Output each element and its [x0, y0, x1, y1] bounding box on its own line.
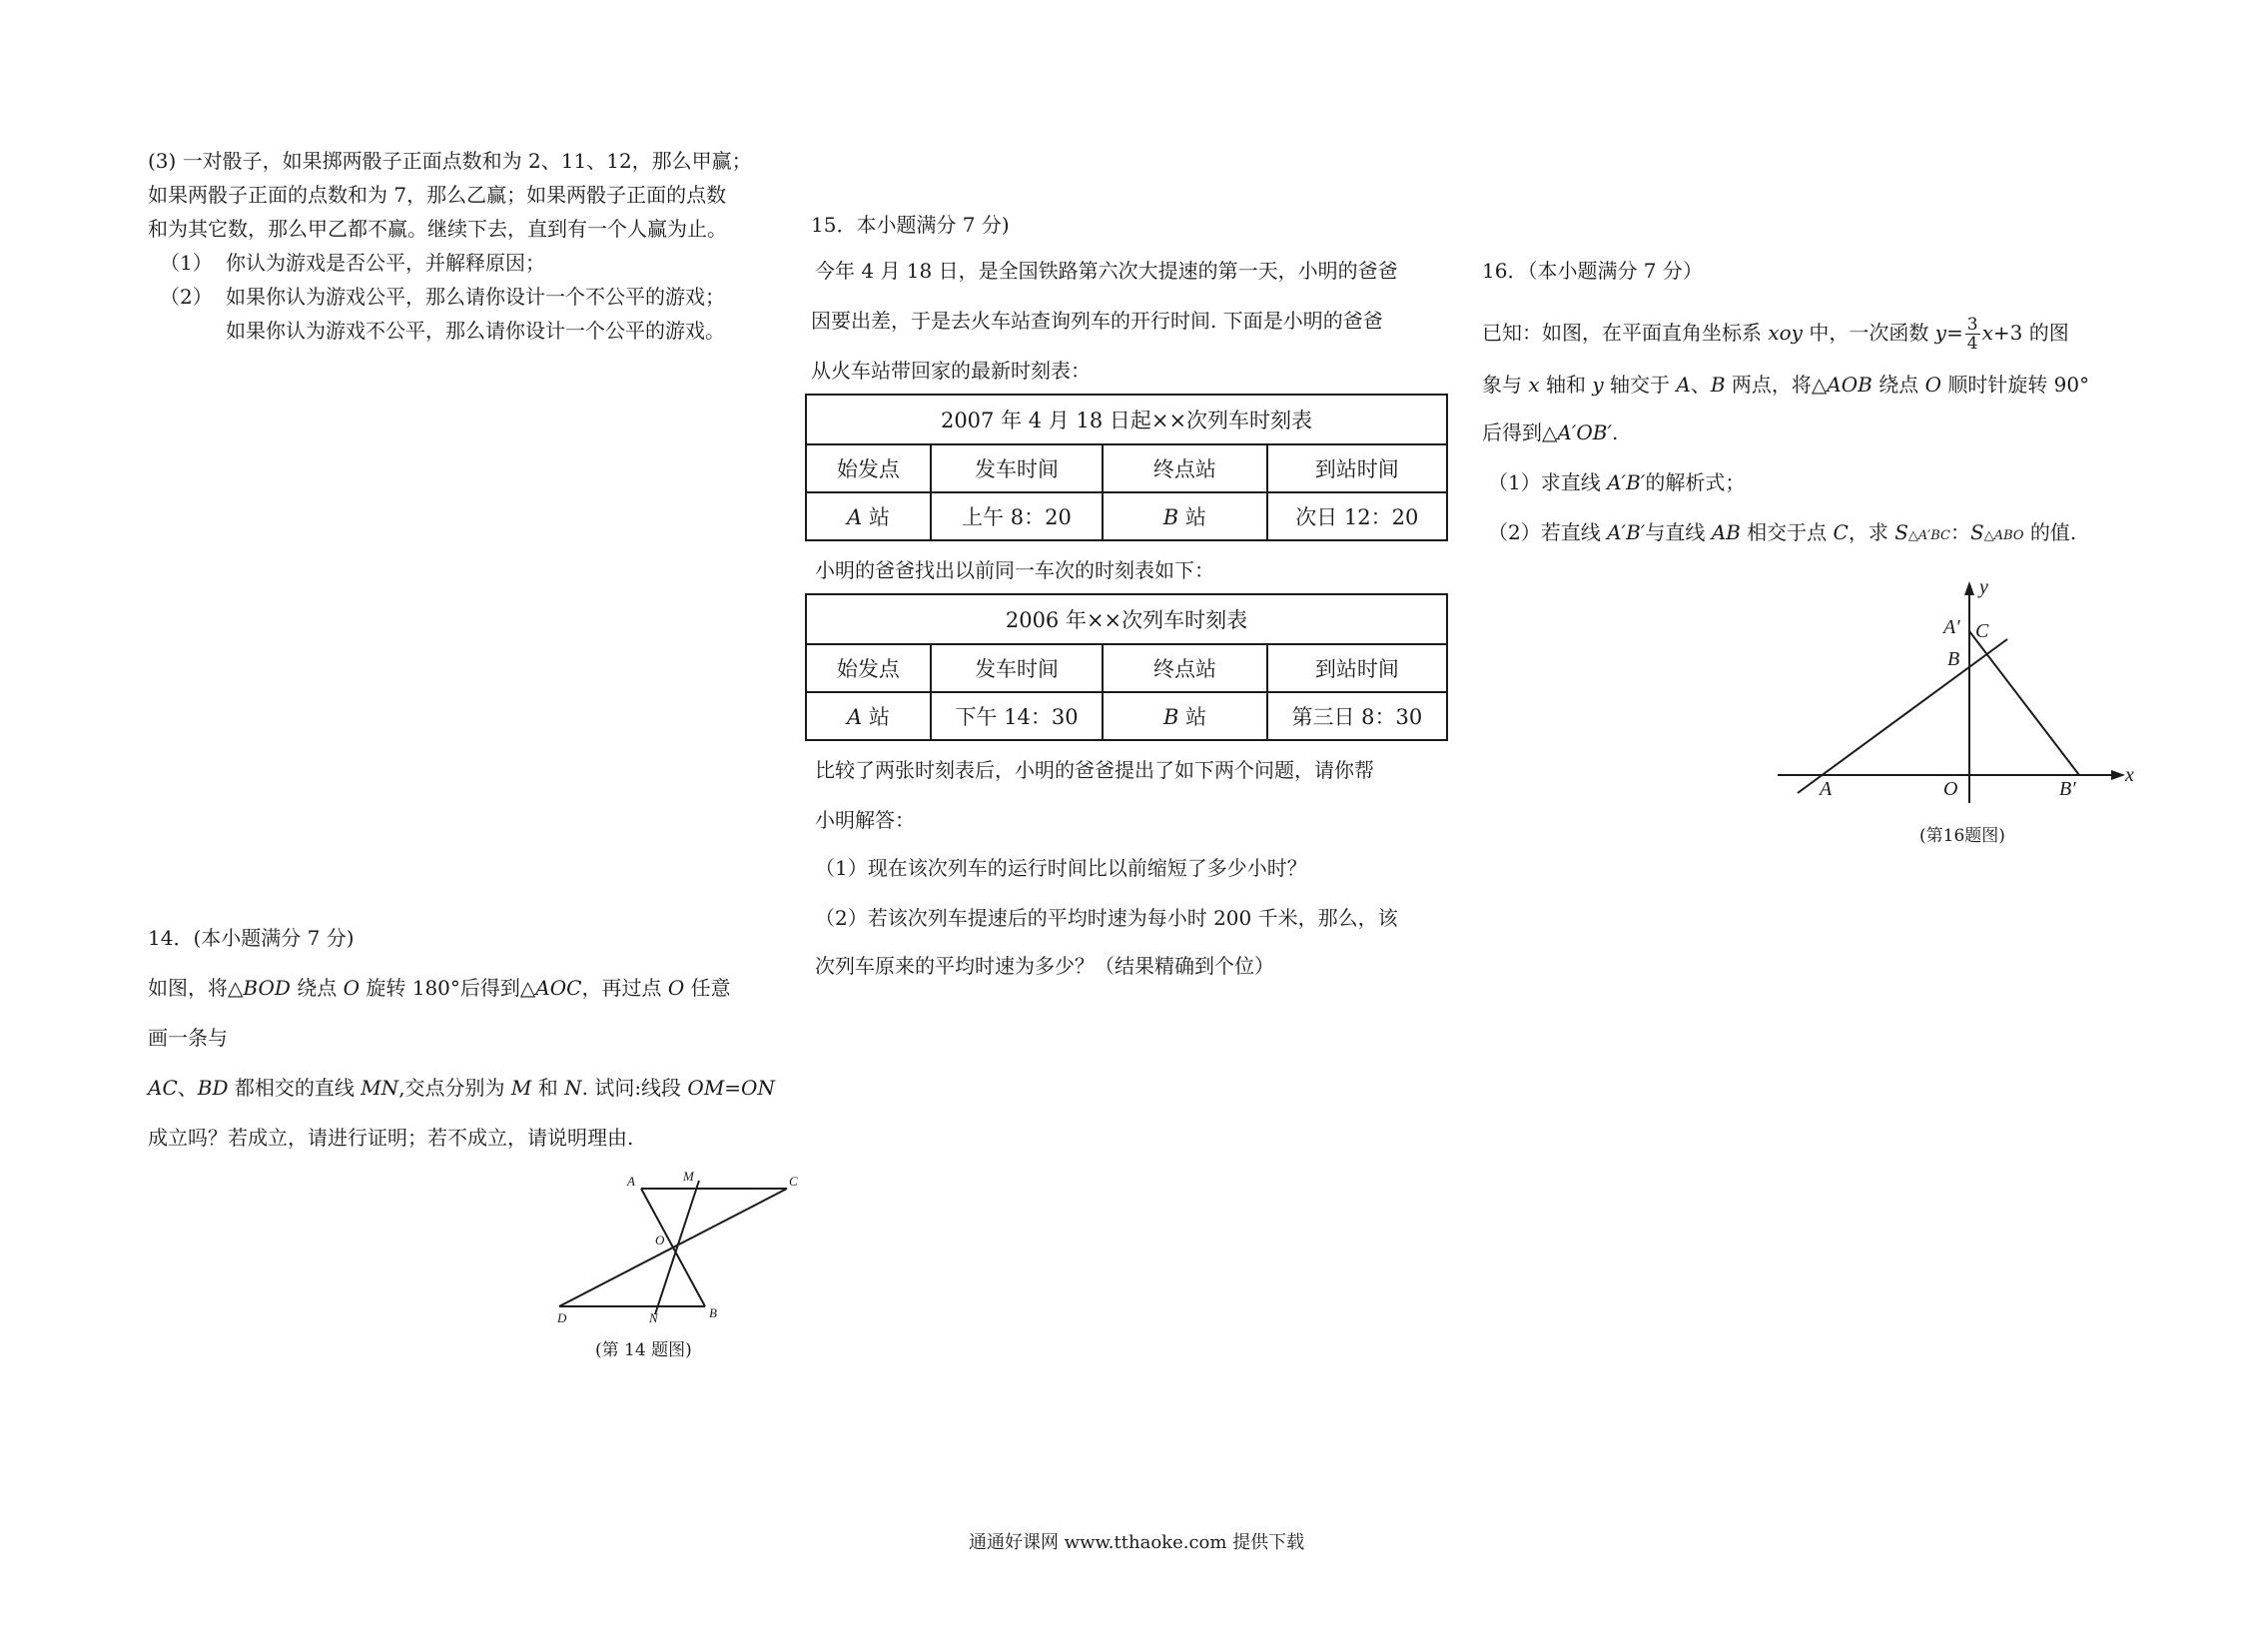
header-start-station: 始发点	[806, 644, 931, 692]
q15-mid-text: 小明的爸爸找出以前同一车次的时刻表如下：	[815, 558, 1214, 582]
q16-line3: 后得到△A′OB′.	[1482, 420, 1619, 444]
line-A-prime-B-prime	[1969, 631, 2079, 775]
q13-sub2-text-line1: 如果你认为游戏公平，那么请你设计一个不公平的游戏；	[226, 285, 725, 309]
cell-arrival-time: 第三日 8：30	[1267, 692, 1447, 740]
cell-departure-time: 下午 14：30	[931, 692, 1104, 740]
timetable-2007-data-row	[806, 492, 1447, 540]
q16-figure	[1768, 571, 2157, 811]
header-departure-time: 发车时间	[931, 444, 1103, 492]
segment-MN	[655, 1181, 699, 1314]
q14-line3: AC、BD 都相交的直线 MN,交点分别为 M 和 N. 试问:线段 OM=ON	[148, 1076, 775, 1100]
cell-terminal-station: B 站	[1103, 492, 1266, 540]
label-B: B	[709, 1305, 717, 1320]
fraction-three-quarters: $\frac{3}{4}$	[1966, 315, 1978, 354]
header-terminal-station: 终点站	[1103, 644, 1266, 692]
timetable-2006-data-row	[806, 692, 1447, 740]
line-AB	[1798, 639, 2007, 793]
q13-part3-line1: (3) 一对骰子，如果掷两骰子正面点数和为 2、11、12，那么甲赢；	[148, 149, 752, 173]
q16-sub1: （1）求直线 A′B′的解析式；	[1488, 470, 1746, 494]
cell-arrival-time: 次日 12：20	[1267, 492, 1447, 540]
q13-sub2-number: （2）	[160, 285, 213, 309]
q16-heading: 16．（本小题满分 7 分）	[1482, 259, 1703, 283]
segment-CD	[559, 1189, 787, 1306]
header-arrival-time: 到站时间	[1267, 444, 1447, 492]
label-x-axis: x	[2125, 764, 2134, 786]
q13-part3-line2: 如果两骰子正面的点数和为 7，那么乙赢；如果两骰子正面的点数	[148, 183, 727, 207]
cell-departure-time: 上午 8：20	[931, 492, 1103, 540]
q14-line1: 如图，将△BOD 绕点 O 旋转 180°后得到△AOC，再过点 O 任意	[148, 976, 731, 1000]
q15-line1: 今年 4 月 18 日，是全国铁路第六次大提速的第一天，小明的爸爸	[815, 259, 1398, 283]
cell-terminal-station: B 站	[1103, 692, 1266, 740]
q14-line2: 画一条与	[148, 1026, 228, 1050]
q15-sub2-line2: 次列车原来的平均时速为多少？（结果精确到个位）	[815, 954, 1274, 978]
footer-credit: 通通好课网 www.tthaoke.com 提供下载	[969, 1532, 1305, 1553]
label-y-axis: y	[1979, 576, 1988, 598]
q15-line3: 从火车站带回家的最新时刻表：	[811, 359, 1091, 383]
timetable-2006-title: 2006 年××次列车时刻表	[806, 594, 1447, 644]
header-departure-time: 发车时间	[931, 644, 1104, 692]
label-C: C	[1975, 620, 1989, 642]
q13-sub1-text: 你认为游戏是否公平，并解释原因；	[226, 251, 545, 275]
q15-line4: 比较了两张时刻表后，小明的爸爸提出了如下两个问题，请你帮	[815, 758, 1374, 782]
label-C: C	[789, 1174, 798, 1189]
q16-caption: (第16题图)	[1919, 826, 2005, 846]
label-B: B	[1947, 648, 1960, 670]
timetable-2006	[805, 593, 1448, 741]
q15-line2: 因要出差，于是去火车站查询列车的开行时间. 下面是小明的爸爸	[811, 309, 1383, 333]
label-O: O	[1943, 778, 1958, 800]
cell-start-station: A 站	[806, 692, 931, 740]
q15-heading: 15．本小题满分 7 分)	[811, 213, 1010, 237]
label-B-prime: B′	[2059, 778, 2076, 800]
q15-sub1: （1）现在该次列车的运行时间比以前缩短了多少小时？	[815, 856, 1307, 880]
timetable-2006-header-row	[806, 644, 1447, 692]
label-M: M	[683, 1169, 694, 1184]
header-arrival-time: 到站时间	[1267, 644, 1447, 692]
y-axis-arrow	[1964, 581, 1974, 595]
timetable-2007-title: 2007 年 4 月 18 日起××次列车时刻表	[806, 395, 1447, 444]
q15-line5: 小明解答：	[815, 808, 915, 832]
label-D: D	[557, 1310, 567, 1325]
q14-caption: (第 14 题图)	[595, 1340, 692, 1360]
label-O: O	[655, 1233, 665, 1247]
label-N: N	[649, 1310, 658, 1325]
header-terminal-station: 终点站	[1103, 444, 1266, 492]
label-A: A	[1820, 778, 1833, 800]
q14-line4: 成立吗？若成立，请进行证明；若不成立，请说明理由.	[148, 1126, 634, 1150]
q16-sub2: （2）若直线 A′B′与直线 AB 相交于点 C，求 S△A′BC：S△ABO 的值.	[1488, 520, 2077, 544]
cell-start-station: A 站	[806, 492, 931, 540]
q16-line2: 象与 x 轴和 y 轴交于 A、B 两点，将△AOB 绕点 O 顺时针旋转 90°	[1482, 373, 2090, 397]
label-A: A	[627, 1174, 635, 1189]
q14-heading: 14．(本小题满分 7 分)	[148, 926, 355, 950]
x-axis-arrow	[2111, 770, 2125, 780]
q13-sub2-text-line2: 如果你认为游戏不公平，那么请你设计一个公平的游戏。	[226, 319, 725, 343]
q14-figure	[549, 1169, 809, 1328]
timetable-2007-header-row	[806, 444, 1447, 492]
label-A-prime: A′	[1943, 616, 1960, 638]
q16-line1: 已知：如图，在平面直角坐标系 xoy 中，一次函数 y= $\frac{3}{4}$ x+3 的图	[1482, 315, 2069, 354]
header-start-station: 始发点	[806, 444, 931, 492]
q13-part3-line3: 和为其它数，那么甲乙都不赢。继续下去，直到有一个人赢为止。	[148, 217, 727, 241]
q13-sub1-number: （1）	[160, 251, 213, 275]
q15-sub2-line1: （2）若该次列车提速后的平均时速为每小时 200 千米，那么，该	[815, 906, 1398, 930]
timetable-2007	[805, 394, 1448, 541]
